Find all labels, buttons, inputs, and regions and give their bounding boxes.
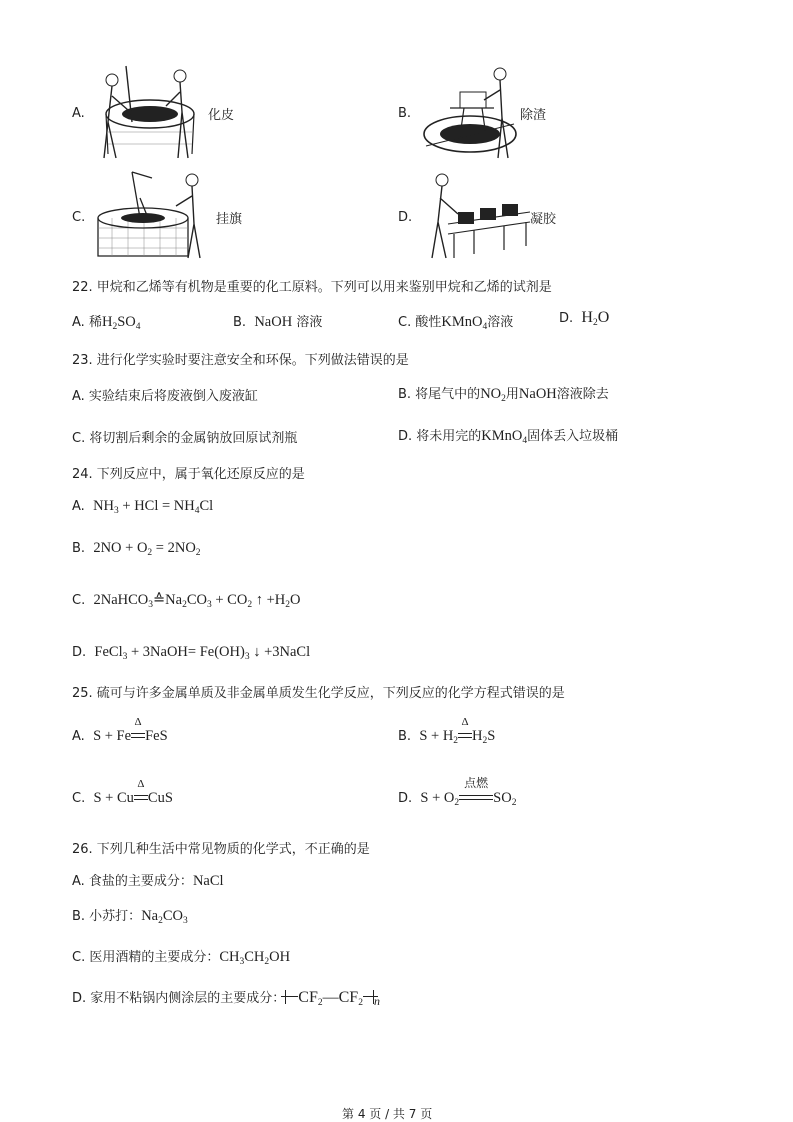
q22-option-d: D. $H_2O$ xyxy=(559,309,610,328)
illustration-d xyxy=(418,168,534,260)
q24-option-b: B. $2NO + O_2 = 2NO_2$ xyxy=(72,540,201,558)
illustration-a xyxy=(92,62,204,162)
q22-option-c: C. 酸性KMnO$_4$溶液 xyxy=(398,314,514,332)
option-b-letter: B. xyxy=(398,106,412,121)
q26-option-d: D. 家用不粘锅内侧涂层的主要成分： $CF_2—CF_2$ $_n$ xyxy=(72,989,380,1008)
q26-option-b: B. 小苏打：$Na_2CO_3$ xyxy=(72,908,188,926)
option-a-label: 化皮 xyxy=(208,108,235,123)
q23-option-b: B. 将尾气中的$NO_2$用NaOH溶液除去 xyxy=(398,386,609,404)
question-22-stem: 22. 甲烷和乙烯等有机物是重要的化工原料。下列可以用来鉴别甲烷和乙烯的试剂是 xyxy=(72,280,552,295)
q25-option-a: A. S + Fe Δ FeS xyxy=(72,716,168,744)
option-c-label: 挂旗 xyxy=(216,212,243,227)
polymer-bracket-right xyxy=(363,990,374,1004)
q25-option-d: D. $S + O_2$ 点燃 $SO_2$ xyxy=(398,776,517,808)
q26-option-a: A. 食盐的主要成分：NaCl xyxy=(72,873,224,889)
polymer-bracket-left xyxy=(285,990,298,1004)
q24-option-d: D. FeCl$_3$ + 3NaOH= $Fe(OH)_3$ ↓ +3NaCl xyxy=(72,644,311,662)
illustration-b xyxy=(420,62,520,162)
q26-option-c: C. 医用酒精的主要成分：$CH_3CH_2OH$ xyxy=(72,949,291,967)
q24-option-c: C. $2NaHCO_3≙Na_2CO_3 + CO_2$ ↑ $+H_2O$ xyxy=(72,592,301,610)
question-24-stem: 24. 下列反应中，属于氧化还原反应的是 xyxy=(72,467,305,482)
q22-option-a: A. 稀$H_2SO_4$ xyxy=(72,314,141,332)
option-b-label: 除渣 xyxy=(520,108,547,123)
q22-option-b: B. NaOH 溶液 xyxy=(233,314,323,330)
question-25-stem: 25. 硫可与许多金属单质及非金属单质发生化学反应，下列反应的化学方程式错误的是 xyxy=(72,686,565,701)
question-26-stem: 26. 下列几种生活中常见物质的化学式，不正确的是 xyxy=(72,842,370,857)
illustration-c xyxy=(92,168,212,260)
q23-option-c: C. 将切割后剩余的金属钠放回原试剂瓶 xyxy=(72,431,298,446)
q24-option-a: A. $NH_3$ + HCl = $NH_4Cl$ xyxy=(72,498,214,516)
q23-option-a: A. 实验结束后将废液倒入废液缸 xyxy=(72,389,258,404)
option-c-letter: C. xyxy=(72,210,86,225)
page-footer: 第 4 页 / 共 7 页 xyxy=(342,1107,433,1121)
option-a-letter: A. xyxy=(72,106,85,121)
q25-option-b: B. $S + H_2$ Δ $H_2S$ xyxy=(398,716,496,746)
q25-option-c: C. S + Cu Δ CuS xyxy=(72,778,173,806)
option-d-label: 凝胶 xyxy=(530,212,557,227)
question-23-stem: 23. 进行化学实验时要注意安全和环保。下列做法错误的是 xyxy=(72,353,409,368)
q23-option-d: D. 将未用完的KMnO$_4$固体丢入垃圾桶 xyxy=(398,428,619,446)
option-d-letter: D. xyxy=(398,210,413,225)
